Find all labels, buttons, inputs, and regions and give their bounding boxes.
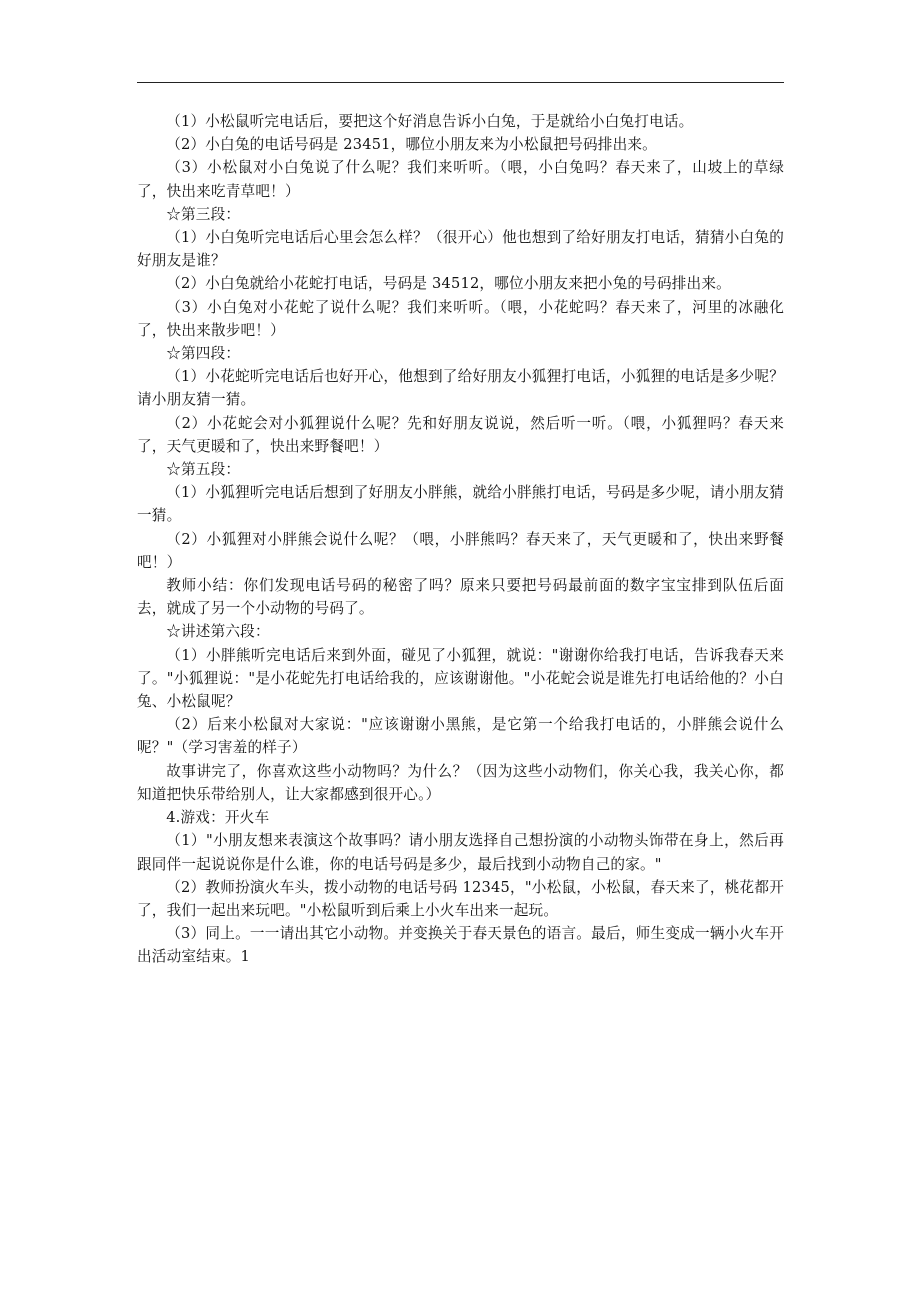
paragraph: （2）小白兔的电话号码是 23451，哪位小朋友来为小松鼠把号码排出来。 (166, 136, 657, 154)
paragraph: 故事讲完了，你喜欢这些小动物吗？为什么？（因为这些小动物们，你关心我，我关心你，都知道把快乐带给别人，让大家都感到很开心。） (137, 762, 784, 803)
paragraph: （2）小狐狸对小胖熊会说什么呢？（喂，小胖熊吗？春天来了，天气更暖和了，快出来野餐吧！） (137, 530, 784, 571)
paragraph: （1）小狐狸听完电话后想到了好朋友小胖熊，就给小胖熊打电话，号码是多少呢，请小朋友猜一猜。 (137, 484, 784, 525)
paragraph: （2）教师扮演火车头，拨小动物的电话号码 12345，"小松鼠，小松鼠，春天来了，桃花都开了，我们一起出来玩吧。"小松鼠听到后乘上小火车出来一起玩。 (137, 878, 784, 919)
document-body (137, 110, 784, 969)
paragraph: （1）小松鼠听完电话后，要把这个好消息告诉小白兔，于是就给小白兔打电话。 (166, 113, 694, 130)
paragraph: （3）小松鼠对小白兔说了什么呢？我们来听听。（喂，小白兔吗？春天来了，山坡上的草绿了，快出来吃青草吧！） (137, 159, 784, 200)
section-heading: ☆第五段： (166, 461, 241, 479)
paragraph: （1）小胖熊听完电话后来到外面，碰见了小狐狸，就说："谢谢你给我打电话，告诉我春天来了。"小狐狸说："是小花蛇先打电话给我的，应该谢谢他。"小花蛇会说是谁先打电话给他的？小白兔、小松鼠呢？ (137, 646, 784, 711)
paragraph: 教师小结：你们发现电话号码的秘密了吗？原来只要把号码最前面的数字宝宝排到队伍后面去，就成了另一个小动物的号码了。 (137, 577, 784, 618)
paragraph: （2）小白兔就给小花蛇打电话，号码是 34512，哪位小朋友来把小兔的号码排出来。 (166, 275, 731, 293)
paragraph: （1）小花蛇听完电话后也好开心，他想到了给好朋友小狐狸打电话，小狐狸的电话是多少呢？请小朋友猜一猜。 (137, 368, 784, 409)
section-heading: ☆讲述第六段： (166, 623, 270, 641)
paragraph: （1）"小朋友想来表演这个故事吗？请小朋友选择自己想扮演的小动物头饰带在身上，然后再跟同伴一起说说你是什么谁，你的电话号码是多少，最后找到小动物自己的家。" (137, 832, 784, 873)
header-rule (137, 82, 784, 83)
paragraph: （3）小白兔对小花蛇了说什么呢？我们来听听。（喂，小花蛇吗？春天来了，河里的冰融化了，快出来散步吧！） (137, 298, 784, 339)
section-heading: ☆第四段： (166, 345, 241, 363)
paragraph: （1）小白兔听完电话后心里会怎么样？（很开心）他也想到了给好朋友打电话，猜猜小白兔的好朋友是谁？ (137, 229, 784, 270)
section-heading: ☆第三段： (166, 205, 241, 223)
paragraph: （3）同上。一一请出其它小动物。并变换关于春天景色的语言。最后，师生变成一辆小火车开出活动室结束。1 (137, 925, 784, 966)
section-heading: 4.游戏：开火车 (166, 809, 270, 827)
paragraph: （2）后来小松鼠对大家说："应该谢谢小黑熊，是它第一个给我打电话的，小胖熊会说什么呢？"（学习害羞的样子） (137, 716, 784, 757)
paragraph: （2）小花蛇会对小狐狸说什么呢？先和好朋友说说，然后听一听。（喂，小狐狸吗？春天来了，天气更暖和了，快出来野餐吧！） (137, 414, 784, 455)
